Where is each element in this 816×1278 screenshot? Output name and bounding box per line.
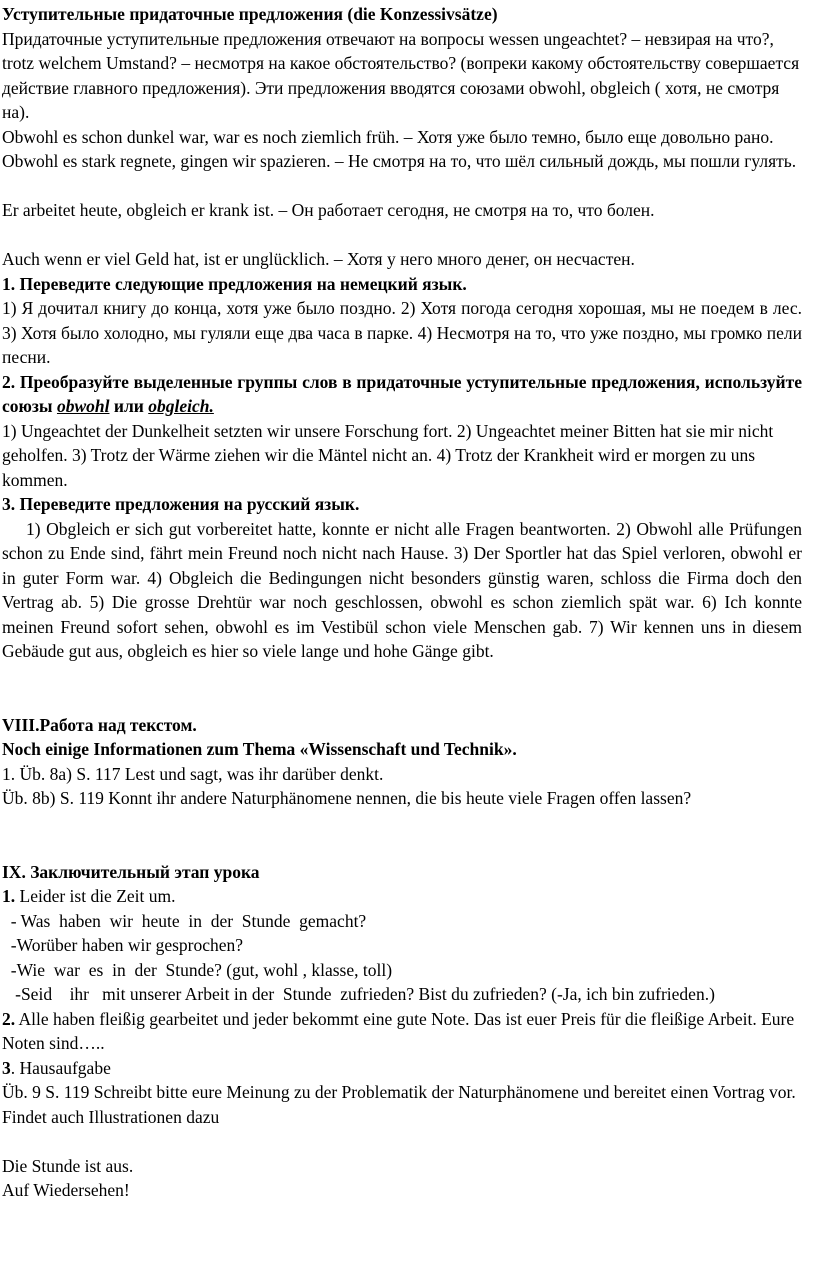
spacer [2,811,802,860]
spacer [2,223,802,248]
task-2-text: 1) Ungeachtet der Dunkelheit setzten wir unsere Forschung fort. 2) Ungeachtet meiner Bitten hat sie mir nicht geholfen. 3) Trotz der Wärme ziehen wir die Mäntel nicht an. 4) Trotz der Krankheit wird er morgen zu uns kommen. [2,420,774,490]
spacer [2,1129,802,1154]
spacer [2,174,802,199]
item-number: 2. [2,1008,16,1029]
conjunction-obwohl: obwohl [56,396,110,416]
task-2-title-text: 2. Преобразуйте выделенные группы слов в придаточные уступительные предложения, используйте союзы [2,371,802,416]
example-3: Er arbeitet heute, obgleich er krank ist. – Он работает сегодня, не смотря на то, что болен. [2,200,655,220]
example-4: Auch wenn er viel Geld hat, ist er unglücklich. – Хотя у него много денег, он несчастен. [2,249,635,269]
section-9-item-2 [2,1007,802,1056]
section-8-subtitle: Noch einige Informationen zum Thema «Wissenschaft und Technik». [2,739,517,759]
closing-line-1: Die Stunde ist aus. [2,1155,134,1176]
item-number: 3 [2,1057,11,1078]
task-3-text: 1) Obgleich er sich gut vorbereitet hatte, konnte er nicht alle Fragen beantworten. 2) Obwohl alle Prüfungen schon zu Ende sind, fährt mein Freund noch nicht nach Hause. 3) Der Sportler hat das Spiel verloren, obwohl er in guter Form war. 4) Obgleich die Bedingungen nicht besonders günstig waren, schloss die Firma doch den Vertrag ab. 5) Die grosse Drehtür war noch geschlossen, obwohl es schon ziemlich spät war. 6) Ich konnte meinen Freund sofort sehen, obwohl es im Vestibül schon viele Menschen gab. 7) Wir kennen uns in diesem Gebäude gut aus, obgleich es hier so viele lange und hohe Gänge gibt. [2,518,802,661]
section-9-title: IX. Заключительный этап урока [2,861,260,882]
section-9-item-3 [2,1056,802,1081]
task-3-title: 3. Переведите предложения на русский язык. [2,494,360,514]
task-1-title: 1. Переведите следующие предложения на немецкий язык. [2,273,467,294]
question-3: -Wie war es in der Stunde? (gut, wohl , klasse, toll) [2,959,393,980]
item-text: . Hausaufgabe [10,1057,111,1078]
conjunction-or: или [109,396,149,416]
question-1: - Was haben wir heute in der Stunde gemacht? [2,910,367,931]
example-2: Obwohl es stark regnete, gingen wir spazieren. – Не смотря на то, что шёл сильный дождь, мы пошли гулять. [2,151,797,171]
task-1-text: 1) Я дочитал книгу до конца, хотя уже было поздно. 2) Хотя погода сегодня хорошая, мы не поедем в лес. 3) Хотя было холодно, мы гуляли еще два часа в парке. 4) Несмотря на то, что уже поздно, мы громко пели песни. [2,298,802,367]
conjunction-obgleich: obgleich. [148,396,214,416]
item-text: Alle haben fleißig gearbeitet und jeder bekommt eine gute Note. Das ist euer Preis für die fleißige Arbeit. Eure Noten sind….. [2,1008,795,1053]
section-8-line-1: 1. Üb. 8a) S. 117 Lest und sagt, was ihr darüber denkt. [2,763,384,784]
intro-paragraph: Придаточные уступительные предложения отвечают на вопросы wessen ungeachtet? – невзирая на что?, trotz welchem Umstand? – несмотря на какое обстоятельство? (вопреки какому обстоятельству совершается действие главного предложения). Эти предложения вводятся союзами obwohl, obgleich ( хотя, не смотря на). [2,28,800,122]
closing-line-2: Auf Wiedersehen! [2,1180,130,1200]
example-1: Obwohl es schon dunkel war, war es noch ziemlich früh. – Хотя уже было темно, было еще довольно рано. [2,126,774,147]
spacer [2,664,802,713]
section-8-title: VIII.Работа над текстом. [2,714,197,735]
question-2: -Worüber haben wir gesprochen? [2,935,244,955]
item-text: Leider ist die Zeit um. [15,886,176,906]
question-4: -Seid ihr mit unserer Arbeit in der Stunde zufrieden? Bist du zufrieden? (-Ja, ich bin zufrieden.) [2,984,715,1004]
homework-text: Üb. 9 S. 119 Schreibt bitte eure Meinung zu der Problematik der Naturphänomene und bereitet einen Vortrag vor. Findet auch Illustrationen dazu [2,1082,796,1127]
section-9-item-1 [2,884,802,909]
page-heading: Уступительные придаточные предложения (die Konzessivsätze) [2,4,498,24]
item-number: 1. [2,886,16,906]
section-8-line-2: Üb. 8b) S. 119 Konnt ihr andere Naturphänomene nennen, die bis heute viele Fragen offen lassen? [2,788,692,808]
task-2-title [2,370,802,419]
